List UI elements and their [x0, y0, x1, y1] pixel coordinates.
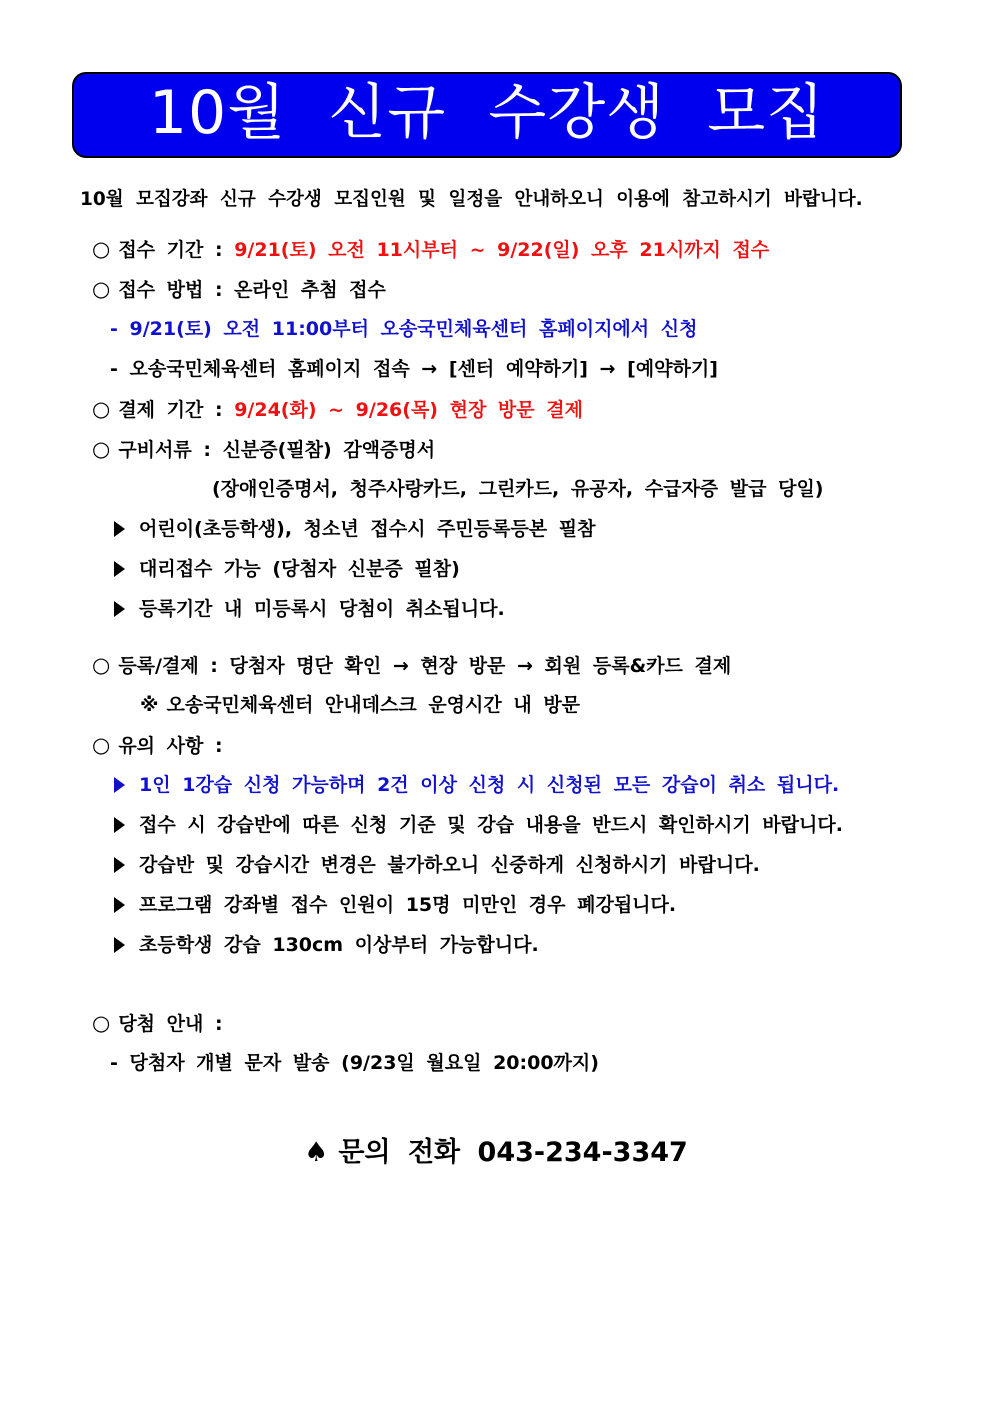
caution-item-4: 프로그램 강좌별 접수 인원이 15명 미만인 경우 폐강됩니다. [114, 893, 676, 917]
reference-mark-icon: ※ [140, 694, 159, 716]
cautions-label: 유의 사항 : [118, 735, 223, 757]
reception-method-line [92, 277, 386, 302]
title-banner [72, 72, 902, 158]
arrow-bullet-icon [114, 857, 125, 873]
reception-method-sub1: - 9/21(토) 오전 11:00부터 오송국민체육센터 홈페이지에서 신청 [110, 318, 698, 340]
winner-notice-sub: - 당첨자 개별 문자 발송 (9/23일 월요일 20:00까지) [110, 1052, 599, 1074]
arrow-bullet-icon [114, 817, 125, 833]
winner-notice-label: 당첨 안내 : [118, 1013, 223, 1035]
circle-bullet-icon: ○ [92, 277, 111, 301]
arrow-bullet-icon [114, 521, 125, 537]
cautions-line [92, 733, 223, 758]
arrow-bullet-icon [114, 601, 125, 617]
documents-sub: (장애인증명서, 청주사랑카드, 그린카드, 유공자, 수급자증 발급 당일) [212, 478, 824, 500]
documents-label: 구비서류 : 신분증(필참) 감액증명서 [118, 439, 436, 461]
documents-note-2: 대리접수 가능 (당첨자 신분증 필참) [114, 557, 460, 581]
contact-label: 문의 전화 [338, 1137, 461, 1168]
registration-line [92, 653, 731, 678]
circle-bullet-icon: ○ [92, 733, 111, 757]
winner-notice-line [92, 1011, 223, 1036]
circle-bullet-icon: ○ [92, 653, 111, 677]
contact-line [0, 1130, 992, 1169]
arrow-bullet-icon [114, 561, 125, 577]
contact-phone: 043-234-3347 [477, 1137, 688, 1168]
spade-icon: ♠ [304, 1137, 329, 1168]
circle-bullet-icon: ○ [92, 237, 111, 261]
documents-line [92, 437, 435, 462]
arrow-bullet-icon [114, 897, 125, 913]
payment-period-value: 9/24(화) ~ 9/26(목) 현장 방문 결제 [234, 399, 583, 421]
registration-label: 등록/결제 : 당첨자 명단 확인 → 현장 방문 → 회원 등록&카드 결제 [118, 655, 732, 677]
documents-note-1: 어린이(초등학생), 청소년 접수시 주민등록등본 필참 [114, 517, 595, 541]
intro-text: 10월 모집강좌 신규 수강생 모집인원 및 일정을 안내하오니 이용에 참고하시기 바랍니다. [80, 189, 863, 210]
caution-item-1: 1인 1강습 신청 가능하며 2건 이상 신청 시 신청된 모든 강습이 취소 됩니다. [114, 773, 839, 797]
payment-period-line [92, 397, 583, 422]
arrow-bullet-icon [114, 777, 125, 793]
circle-bullet-icon: ○ [92, 397, 111, 421]
documents-note-3: 등록기간 내 미등록시 당첨이 취소됩니다. [114, 597, 505, 621]
reception-period-value: 9/21(토) 오전 11시부터 ~ 9/22(일) 오후 21시까지 접수 [234, 239, 770, 261]
caution-item-3: 강습반 및 강습시간 변경은 불가하오니 신중하게 신청하시기 바랍니다. [114, 853, 760, 877]
arrow-bullet-icon [114, 937, 125, 953]
caution-item-2: 접수 시 강습반에 따른 신청 기준 및 강습 내용을 반드시 확인하시기 바랍니다. [114, 813, 843, 837]
circle-bullet-icon: ○ [92, 437, 111, 461]
reception-period-label: 접수 기간 : [118, 239, 223, 261]
registration-note: ※ 오송국민체육센터 안내데스크 운영시간 내 방문 [140, 694, 581, 716]
circle-bullet-icon: ○ [92, 1011, 111, 1035]
page-title: 10월 신규 수강생 모집 [148, 78, 826, 148]
reception-method-sub2: - 오송국민체육센터 홈페이지 접속 → [센터 예약하기] → [예약하기] [110, 358, 718, 380]
caution-item-5: 초등학생 강습 130cm 이상부터 가능합니다. [114, 933, 539, 957]
reception-method-label: 접수 방법 : 온라인 추첨 접수 [118, 279, 386, 301]
reception-period-line [92, 237, 769, 262]
payment-period-label: 결제 기간 : [118, 399, 223, 421]
